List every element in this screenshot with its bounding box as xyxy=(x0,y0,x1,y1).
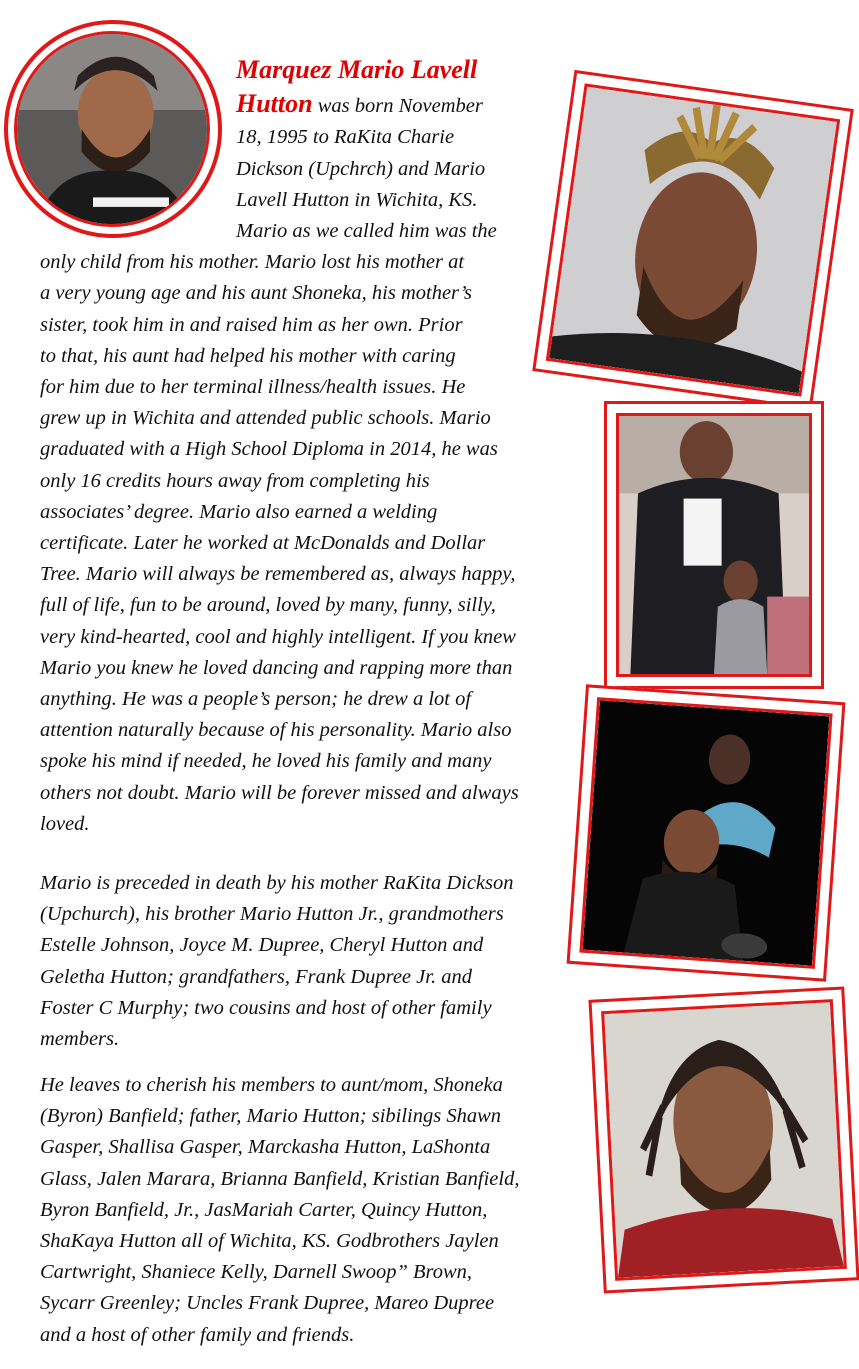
text-line xyxy=(236,88,519,122)
photo-frame-4 xyxy=(588,987,859,1294)
text-line: grew up in Wichita and attended public schools. Mario xyxy=(40,407,491,430)
text-line: to that, his aunt had helped his mother with caring xyxy=(40,344,456,367)
text-line: spoke his mind if needed, he loved his family and many xyxy=(40,750,492,773)
text-line: 18, 1995 to RaKita Charie xyxy=(236,126,455,149)
text-line: graduated with a High School Diploma in 2014, he was xyxy=(40,438,498,461)
text-line: members. xyxy=(40,1028,120,1051)
deceased-name-part1: Marquez Mario Lavell xyxy=(236,55,478,84)
text-line: for him due to her terminal illness/health issues. He xyxy=(40,376,466,399)
text-line: very kind-hearted, cool and highly intelligent. If you knew xyxy=(40,625,516,648)
text-line: Estelle Johnson, Joyce M. Dupree, Cheryl Hutton and xyxy=(40,934,484,957)
photo-4 xyxy=(601,999,847,1281)
obituary-paragraph-3 xyxy=(40,1070,519,1351)
photo-3 xyxy=(579,697,832,969)
obituary-paragraph-2 xyxy=(40,868,514,1055)
text-line: Byron Banfield, Jr., JasMariah Carter, Quincy Hutton, xyxy=(40,1198,488,1221)
photo-frame-2 xyxy=(604,401,824,689)
text-line: associates’ degree. Mario also earned a welding xyxy=(40,500,438,523)
photo-1 xyxy=(546,83,840,396)
text-segment: was born November xyxy=(312,95,483,118)
photo-2 xyxy=(616,413,812,677)
text-line: Mario you knew he loved dancing and rapping more than xyxy=(40,656,513,679)
text-line: Mario as we called him was the xyxy=(236,220,497,243)
text-line: He leaves to cherish his members to aunt/mom, Shoneka xyxy=(40,1074,503,1096)
text-line: Mario is preceded in death by his mother RaKita Dickson xyxy=(40,872,514,894)
photo-frame-1 xyxy=(532,70,854,410)
text-line: anything. He was a people’s person; he drew a lot of xyxy=(40,688,472,711)
text-line: Sycarr Greenley; Uncles Frank Dupree, Mareo Dupree xyxy=(40,1292,495,1315)
deceased-name-part2: Hutton xyxy=(236,89,313,119)
obituary-paragraph-1 xyxy=(40,54,519,840)
text-line: Glass, Jalen Marara, Brianna Banfield, Kristian Banfield, xyxy=(40,1167,520,1190)
photo-frame-3 xyxy=(567,684,846,981)
text-line: Cartwright, Shaniece Kelly, Darnell Swoop” Brown, xyxy=(40,1261,473,1284)
text-line: full of life, fun to be around, loved by many, funny, silly, xyxy=(40,594,496,617)
text-line: Dickson (Upchrch) and Mario xyxy=(236,157,486,180)
text-line: ShaKaya Hutton all of Wichita, KS. Godbrothers Jaylen xyxy=(40,1230,499,1253)
text-line: Lavell Hutton in Wichita, KS. xyxy=(236,188,478,211)
text-line: only 16 credits hours away from completing his xyxy=(40,469,430,492)
text-line: Gasper, Shallisa Gasper, Marckasha Hutton, LaShonta xyxy=(40,1136,491,1159)
text-line: others not doubt. Mario will be forever missed and always xyxy=(40,781,519,804)
text-line: (Upchurch), his brother Mario Hutton Jr., grandmothers xyxy=(40,903,504,926)
text-line: certificate. Later he worked at McDonalds and Dollar xyxy=(40,532,486,555)
text-line: sister, took him in and raised him as her own. Prior xyxy=(40,313,463,336)
text-line: (Byron) Banfield; father, Mario Hutton; sibilings Shawn xyxy=(40,1105,502,1128)
text-line: attention naturally because of his personality. Mario also xyxy=(40,719,512,742)
text-line: only child from his mother. Mario lost his mother at xyxy=(40,251,465,274)
text-line: and a host of other family and friends. xyxy=(40,1323,355,1346)
name-line xyxy=(236,54,519,88)
text-line: Tree. Mario will always be remembered as, always happy, xyxy=(40,563,516,586)
text-line: Foster C Murphy; two cousins and host of other family xyxy=(40,996,492,1019)
text-line: a very young age and his aunt Shoneka, his mother’s xyxy=(40,282,472,305)
text-line: loved. xyxy=(40,812,90,835)
text-line: Geletha Hutton; grandfathers, Frank Dupree Jr. and xyxy=(40,965,472,988)
